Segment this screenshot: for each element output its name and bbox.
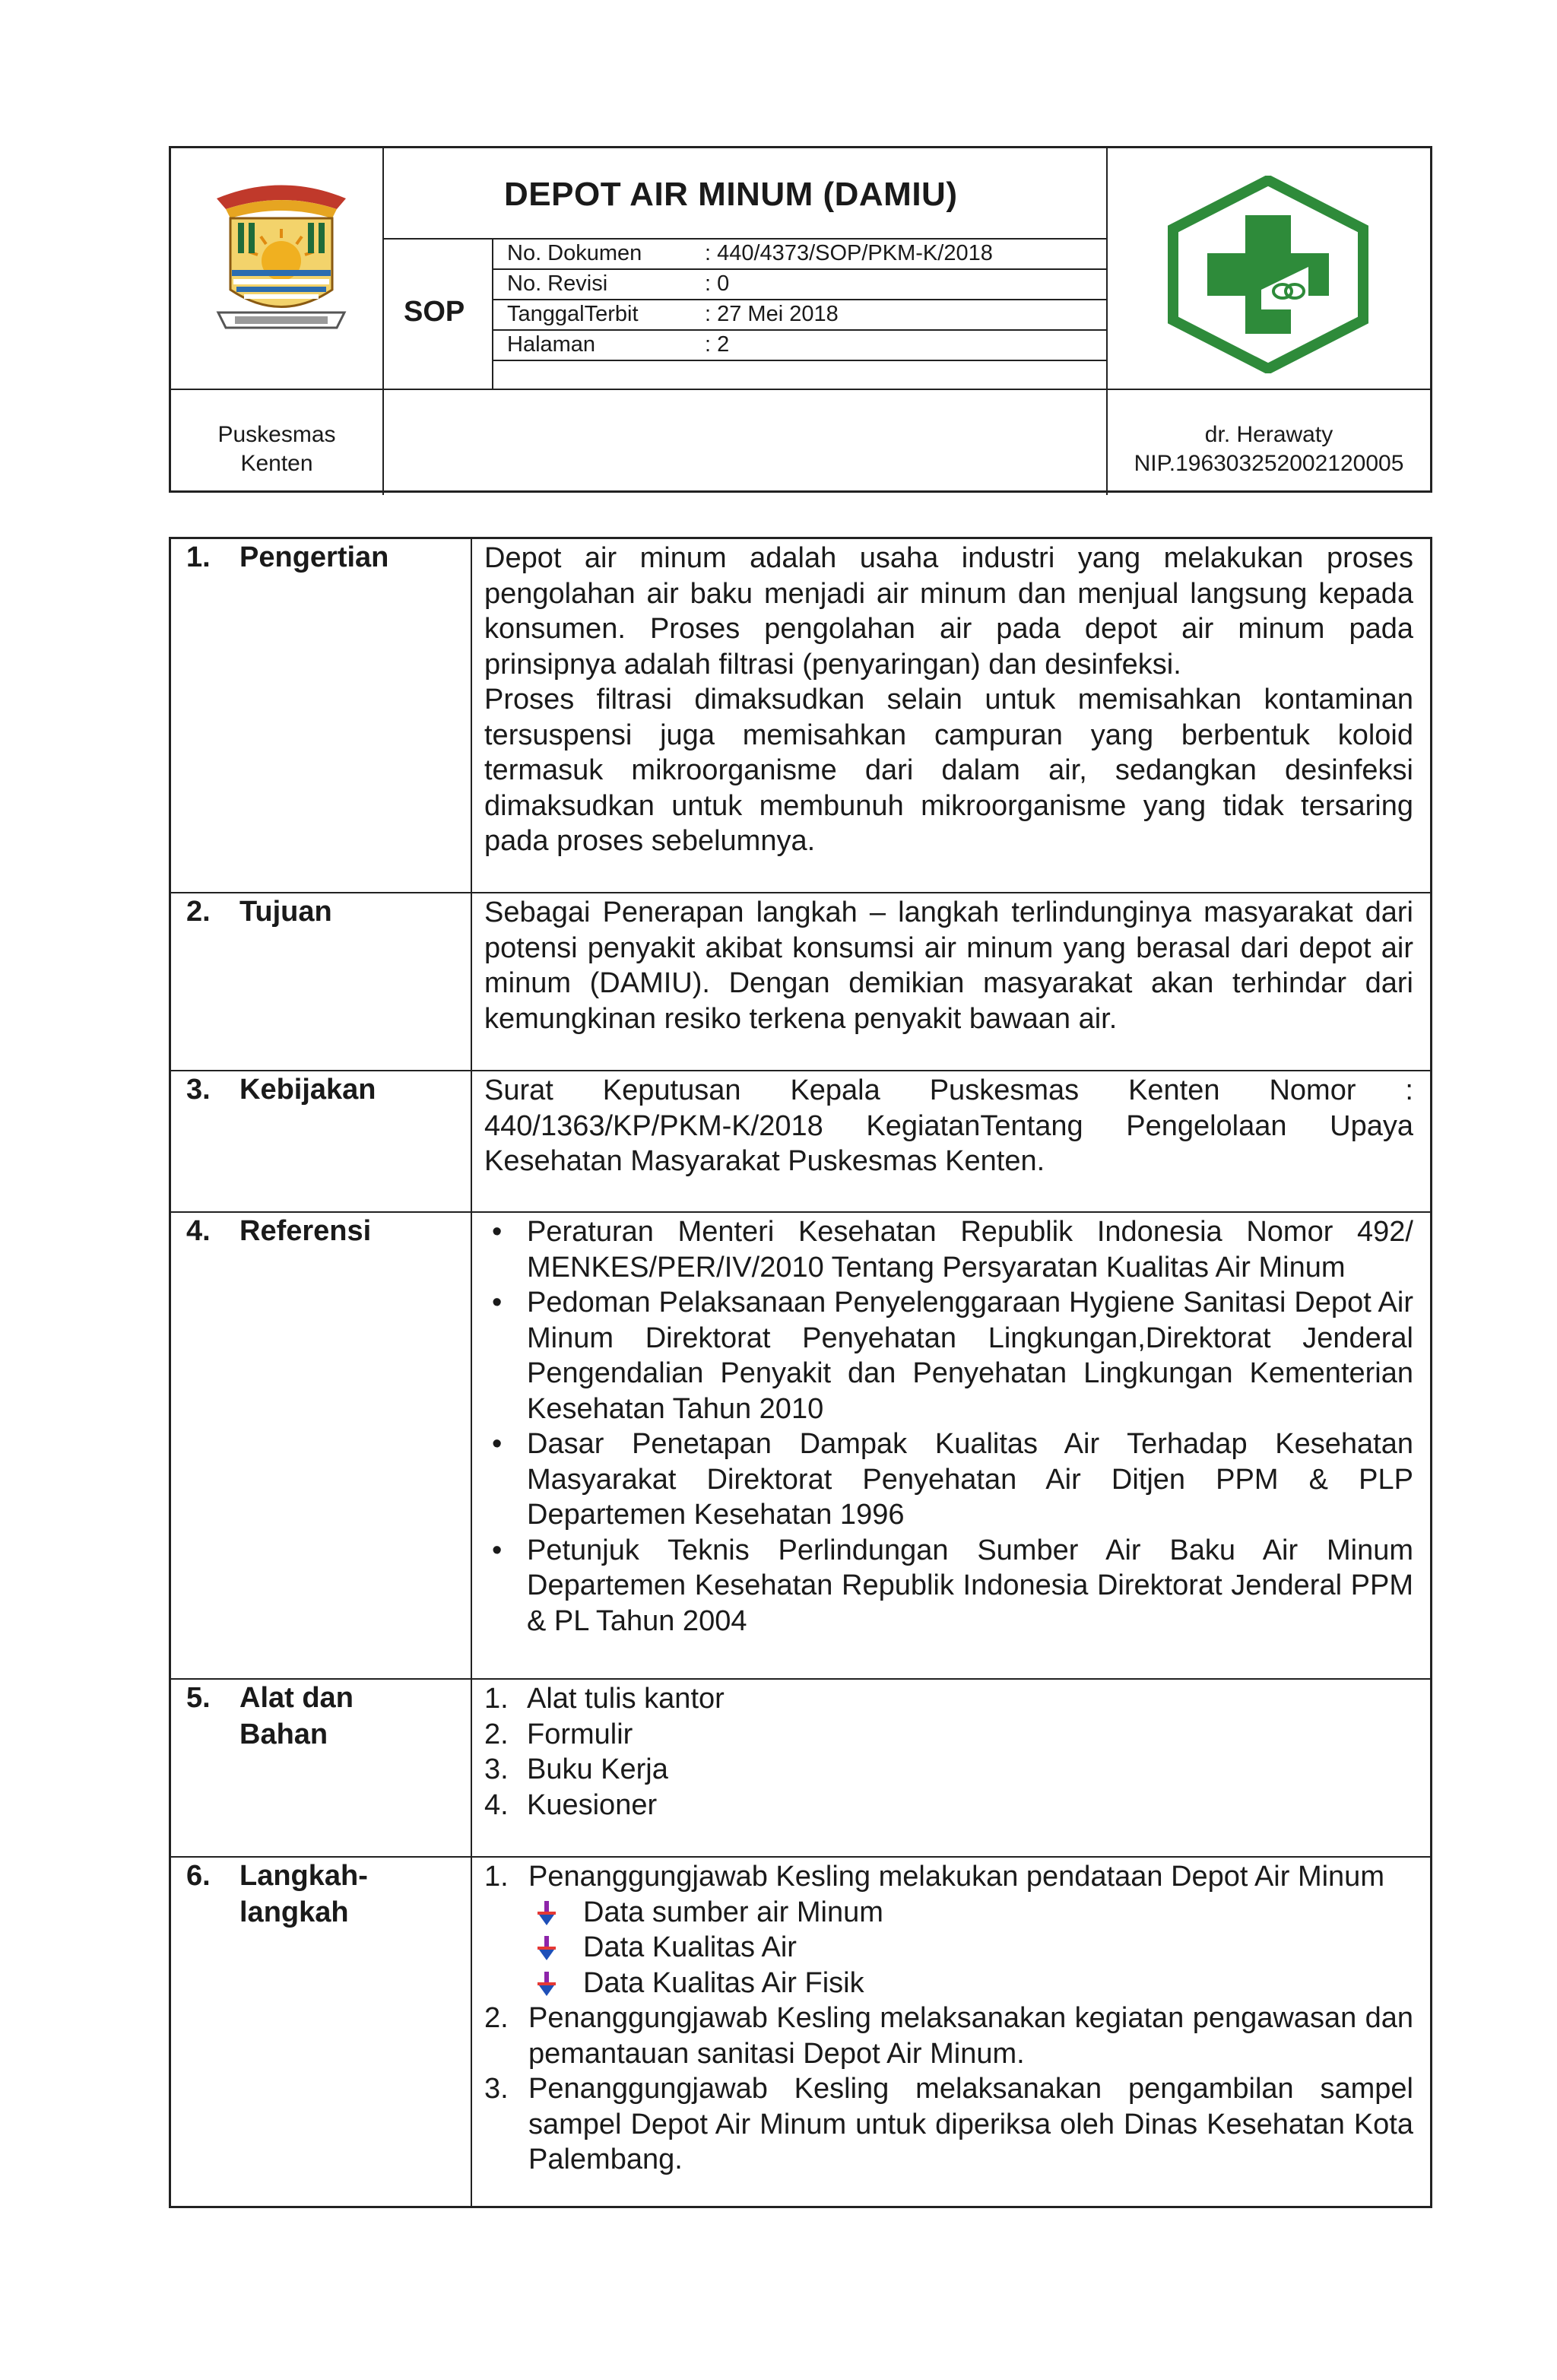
arrow-down-bullet-icon: [536, 1972, 557, 1998]
reference-item: • Petunjuk Teknis Perlindungan Sumber Air Baku Air Minum Departemen Kesehatan Republik Indonesia Direktorat Jenderal PPM & PL Tahun 2004: [492, 1534, 1413, 1637]
reference-item: • Pedoman Pelaksanaan Penyelenggaraan Hygiene Sanitasi Depot Air Minum Direktorat Penyehatan Lingkungan,Direktorat Jenderal Pengendalian Penyakit dan Penyehatan Lingkungan Kementerian Kesehatan Tahun 2010: [492, 1287, 1413, 1425]
section-6-content: [484, 1859, 1413, 2178]
step-item: 3. Penanggungjawab Kesling melaksanakan pengambilan sampel sampel Depot Air Minum untuk diperiksa oleh Dinas Kesehatan Kota Palembang.: [484, 2073, 1413, 2175]
meta-issue-date: TanggalTerbit : 27 Mei 2018: [507, 302, 839, 326]
tool-item: 1. Alat tulis kantor: [484, 1683, 725, 1715]
sop-content-table: 1. Pengertian Depot air minum adalah usaha industri yang melakukan proses pengolahan air baku menjadi air minum dan menjual langsung kepada konsumen. Proses pengolahan air pada depot air minum pada prinsipnya adalah filtrasi (penyaringan) dan desinfeksi. Proses filtrasi dimaksudkan selain untuk memisahkan kontaminan tersuspensi juga memisahkan campuran yang berbentuk koloid termasuk mikroorganisme dari dalam air, sedangkan desinfeksi dimaksudkan untuk membunuh mikroorganisme yang tidak tersaring pada proses sebelumnya. 2. Tujuan Sebagai Penerapan langkah – langkah terlindunginya masyarakat dari potensi penyakit akibat konsumsi air minum yang berasal dari depot air minum (DAMIU). Dengan demikian masyarakat akan terhindar dari kemungkinan resiko terkena penyakit bawaan air. 3. Kebijakan Surat Keputusan Kepala Puskesmas Kenten Nomor : 440/1363/KP/PKM-K/2018 KegiatanTentang Pengelolaan Upaya Kesehatan Masyarakat Puskesmas Kenten. 4. Referensi • Peraturan Menteri Kesehatan Republik Indonesia Nomor 492/ MENKES/PER/IV/2010 Tentang Persyaratan Kualitas Air Minum • Pedoman Pelaksanaan Penyelenggaraan Hygiene Sanitasi Depot Air Minum Direktorat Penyehatan Lingkungan,Direktorat Jenderal Pengendalian Penyakit dan Penyehatan Lingkungan Kementerian Kesehatan Tahun 2010 • Dasar Penetapan Dampak Kualitas Air Terhadap Kesehatan Masyarakat Direktorat Penyehatan Air Ditjen PPM & PLP Departemen Kesehatan 1996 • Petunjuk Teknis Perlindungan Sumber Air Baku Air Minum Departemen Kesehatan Republik Indonesia Direktorat Jenderal PPM & PL Tahun 2004 5. Alat dan Bahan 1. Alat tulis kantor 2. Formulir 3. Buku Kerja 4. Kuesioner 6. Langkah- langkah 1. Penanggungjawab Kesling melakukan pendataan Depot Air Minum Data sumber air Minum Data Kualitas Air Data Kualitas Air Fisik 2. Penanggungjawab Kesling melaksanakan kegiatan pengawasan dan pemantauan sanitasi Depot Air Minum. 3. Penanggungjawab Kesling melaksanakan pengambilan sampel sampel Depot Air Minum untuk diperiksa oleh Dinas Kesehatan Kota Palembang.: [169, 537, 1432, 2208]
arrow-down-bullet-icon: [536, 1936, 557, 1962]
tool-item: 2. Formulir: [484, 1718, 633, 1750]
meta-revision-number: No. Revisi : 0: [507, 271, 730, 296]
reference-item: • Peraturan Menteri Kesehatan Republik Indonesia Nomor 492/ MENKES/PER/IV/2010 Tentang Persyaratan Kualitas Air Minum: [492, 1216, 1413, 1284]
section-2-content: Sebagai Penerapan langkah – langkah terlindunginya masyarakat dari potensi penyakit akibat konsumsi air minum yang berasal dari depot air minum (DAMIU). Dengan demikian masyarakat akan terhindar dari kemungkinan resiko terkena penyakit bawaan air.: [484, 896, 1413, 1035]
document-title: DEPOT AIR MINUM (DAMIU): [504, 176, 958, 213]
sub-item: Data Kualitas Air: [484, 1930, 1413, 1966]
puskesmas-logo-icon: [1164, 176, 1372, 373]
section-4-content: [484, 1214, 1413, 1639]
meta-document-number: No. Dokumen : 440/4373/SOP/PKM-K/2018: [507, 241, 993, 265]
sop-label: SOP: [404, 296, 465, 328]
sub-item: Data sumber air Minum: [484, 1895, 1413, 1931]
section-1-content: Depot air minum adalah usaha industri yang melakukan proses pengolahan air baku menjadi air minum dan menjual langsung kepada konsumen. Proses pengolahan air pada depot air minum pada prinsipnya adalah filtrasi (penyaringan) dan desinfeksi. Proses filtrasi dimaksudkan selain untuk memisahkan kontaminan tersuspensi juga memisahkan campuran yang berbentuk koloid termasuk mikroorganisme dari dalam air, sedangkan desinfeksi dimaksudkan untuk membunuh mikroorganisme yang tidak tersaring pada proses sebelumnya.: [484, 542, 1413, 857]
step-item: 2. Penanggungjawab Kesling melaksanakan kegiatan pengawasan dan pemantauan sanitasi Depot Air Minum.: [484, 2002, 1413, 2070]
signer-name: dr. Herawaty: [1204, 422, 1333, 447]
signer-block: [1108, 420, 1430, 478]
org-name: Puskesmas Kenten: [217, 422, 336, 476]
tool-item: 4. Kuesioner: [484, 1788, 658, 1821]
section-3-content: Surat Keputusan Kepala Puskesmas Kenten Nomor : 440/1363/KP/PKM-K/2018 KegiatanTentang Pengelolaan Upaya Kesehatan Masyarakat Puskesmas Kenten.: [484, 1074, 1413, 1177]
arrow-down-bullet-icon: [536, 1901, 557, 1927]
meta-page: Halaman : 2: [507, 332, 730, 357]
step-item: 1. Penanggungjawab Kesling melakukan pendataan Depot Air Minum: [484, 1861, 1384, 1893]
palembang-city-emblem-icon: [201, 176, 361, 343]
sub-item: Data Kualitas Air Fisik: [484, 1966, 1413, 2001]
tool-item: 3. Buku Kerja: [484, 1753, 668, 1785]
reference-item: • Dasar Penetapan Dampak Kualitas Air Terhadap Kesehatan Masyarakat Direktorat Penyehatan Air Ditjen PPM & PLP Departemen Kesehatan 1996: [492, 1428, 1413, 1531]
signer-nip: NIP.196303252002120005: [1134, 451, 1404, 476]
sop-header-table: [169, 146, 1432, 493]
section-5-content: [484, 1681, 1413, 1823]
